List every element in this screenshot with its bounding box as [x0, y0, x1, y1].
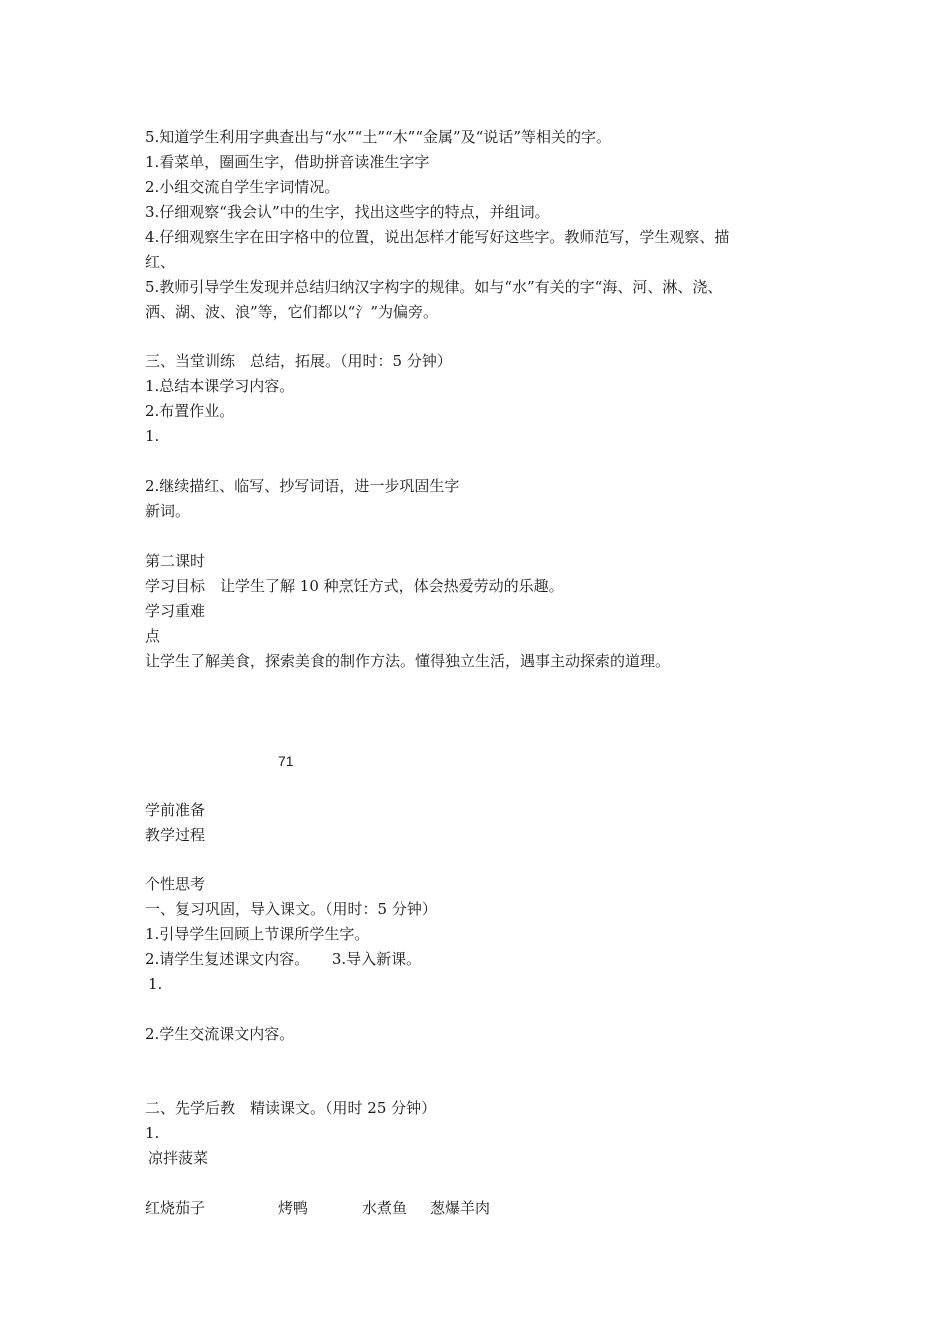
practice-item-1: 1.总结本课学习内容。: [145, 377, 295, 395]
practice-item-3: 1.: [145, 427, 160, 445]
section-practice-heading: 三、当堂训练 总结，拓展。（用时：5 分钟）: [145, 352, 452, 370]
dish-roast-duck: 烤鸭: [278, 1199, 309, 1217]
practice-item-4-line-1: 2.继续描红、临写、抄写词语，进一步巩固生字: [145, 477, 460, 495]
lesson-2-title: 第二课时: [145, 552, 206, 570]
keypoints-label-line-2: 点: [145, 627, 161, 645]
dish-spinach: 凉拌菠菜: [148, 1149, 209, 1167]
page-number: 71: [278, 753, 294, 769]
review-item-4: 2.学生交流课文内容。: [145, 1025, 295, 1043]
keypoints-label-line-1: 学习重难: [145, 602, 206, 620]
personal-thinking: 个性思考: [145, 875, 206, 893]
review-item-2: 2.请学生复述课文内容。 3.导入新课。: [145, 950, 422, 968]
practice-item-4-line-2: 新词。: [145, 502, 191, 520]
reading-item-1: 1.: [145, 1124, 160, 1142]
learning-objective: 学习目标 让学生了解 10 种烹饪方式，体会热爱劳动的乐趣。: [145, 577, 564, 595]
pre-class-prep: 学前准备: [145, 801, 206, 819]
objective-5: 5.知道学生利用字典查出与“水”“土”“木”“金属”及“说话”等相关的字。: [145, 128, 611, 146]
step-2: 2.小组交流自学生字词情况。: [145, 178, 340, 196]
dish-scallion-lamb: 葱爆羊肉: [430, 1199, 491, 1217]
step-5-line-2: 洒、湖、波、浪”等，它们都以“氵”为偏旁。: [145, 303, 439, 321]
dish-eggplant: 红烧茄子: [145, 1199, 206, 1217]
review-item-3: 1.: [148, 975, 163, 993]
section-review-heading: 一、复习巩固，导入课文。（用时：5 分钟）: [145, 900, 437, 918]
step-3: 3.仔细观察“我会认”中的生字，找出这些字的特点，并组词。: [145, 203, 550, 221]
step-4-line-2: 红、: [145, 253, 176, 271]
step-5-line-1: 5.教师引导学生发现并总结归纳汉字构字的规律。如与“水”有关的字“海、河、淋、浇、: [145, 278, 723, 296]
keypoints-text: 让学生了解美食，探索美食的制作方法。懂得独立生活，遇事主动探索的道理。: [145, 652, 671, 670]
step-1: 1.看菜单，圈画生字，借助拼音读准生字字: [145, 153, 430, 171]
practice-item-2: 2.布置作业。: [145, 402, 235, 420]
review-item-1: 1.引导学生回顾上节课所学生字。: [145, 925, 370, 943]
teaching-process: 教学过程: [145, 826, 206, 844]
step-4-line-1: 4.仔细观察生字在田字格中的位置，说出怎样才能写好这些字。教师范写，学生观察、描: [145, 228, 730, 246]
section-reading-heading: 二、先学后教 精读课文。（用时 25 分钟）: [145, 1099, 437, 1117]
dish-boiled-fish: 水煮鱼: [362, 1199, 408, 1217]
